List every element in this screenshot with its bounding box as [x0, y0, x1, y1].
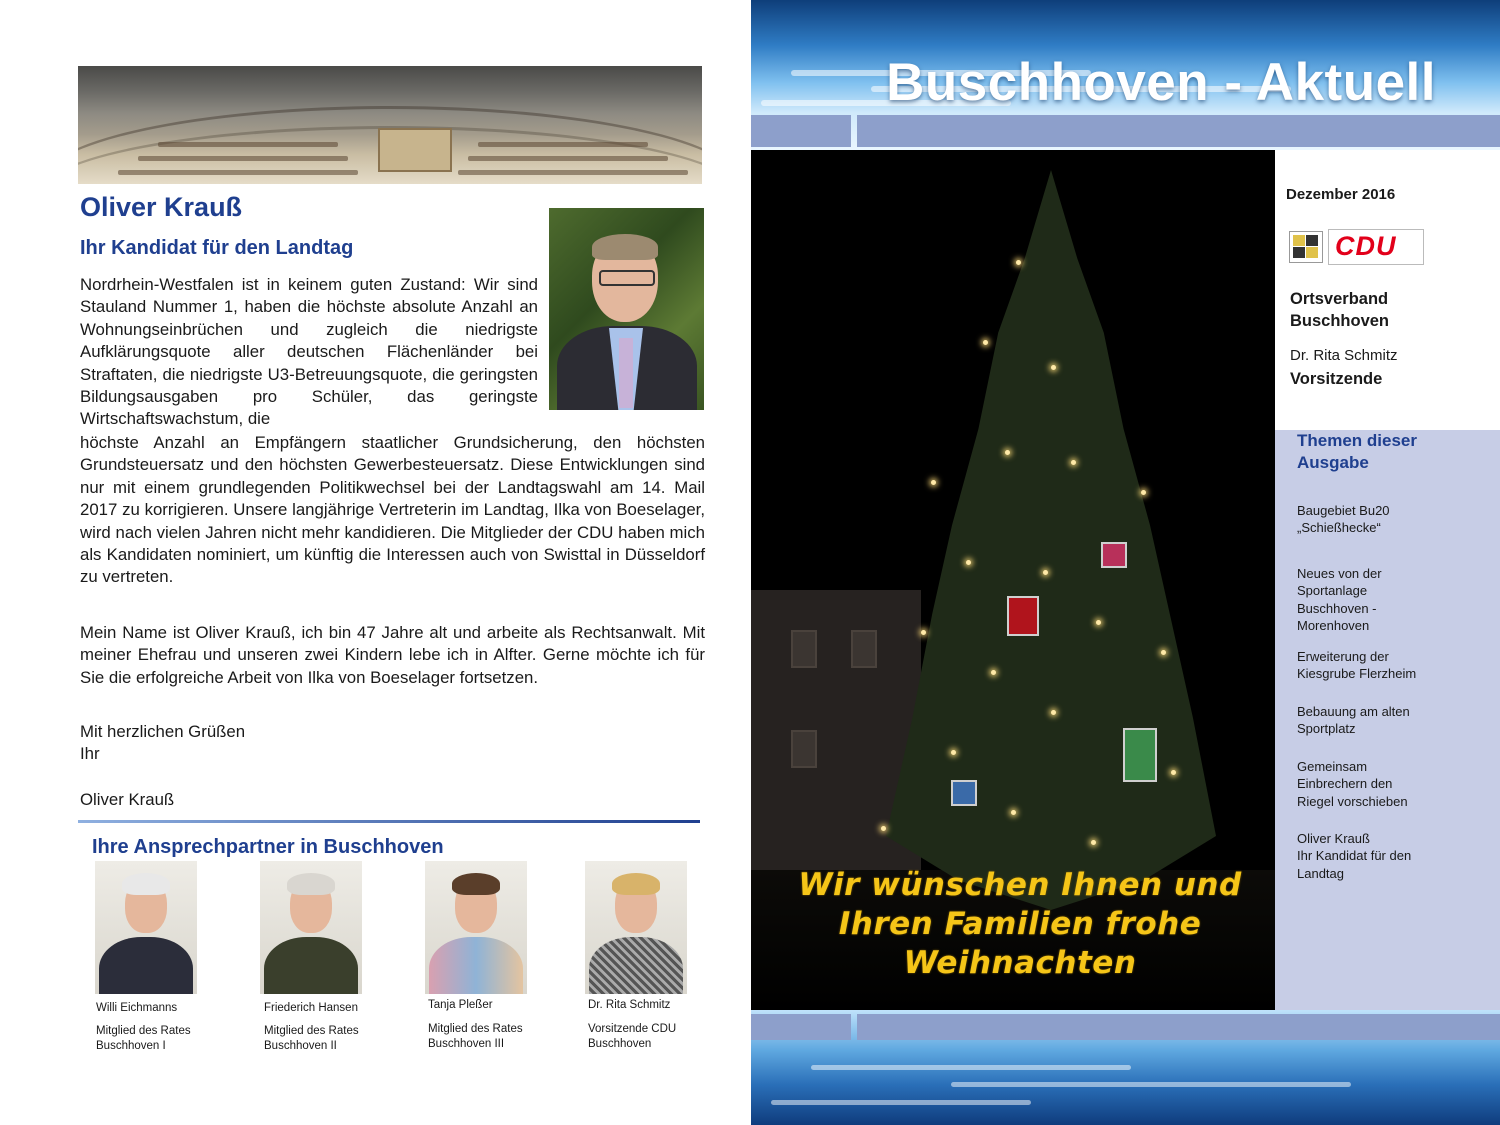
topic-line: Gemeinsam — [1297, 759, 1368, 774]
themes-heading-line-1: Themen dieser — [1297, 431, 1417, 450]
topic-line: Einbrechern den — [1297, 776, 1393, 792]
closing-ihr: Ihr — [80, 744, 100, 763]
topic-line: „Schießhecke“ — [1297, 520, 1381, 536]
cdu-logo-text: CDU — [1335, 231, 1397, 261]
issue-date: Dezember 2016 — [1286, 186, 1396, 203]
chair-role: Vorsitzende — [1290, 370, 1383, 388]
section-divider — [78, 820, 700, 823]
signature: Oliver Krauß — [80, 790, 175, 809]
contact-role: Mitglied des Rates — [96, 1025, 191, 1037]
chair-name: Dr. Rita Schmitz — [1290, 347, 1398, 364]
topic-line: Neues von der — [1297, 566, 1382, 581]
topic-line: Morenhoven — [1297, 618, 1370, 634]
topic-item — [1297, 758, 1487, 810]
intro-paragraph-continued: höchste Anzahl an Empfängern staatlicher Grundsicherung, den höchsten Grundsteuersatz und den höchsten Gewerbesteuersatz. Diese Entwicklungen sind nur mit einem grundlegenden Politikwechsel bei der Landtagswahl am 14. Mail 2017 zu korrigieren. Unsere langjährige Vertreterin im Landtag, Ilka von Boeselager, wird nach vielen Jahren nicht mehr kandidieren. Die Mitglieder der CDU haben mich als Kandidaten nominiert, um künftig die Interessen auch von Swisttal in Düsseldorf zu vertreten. — [80, 433, 705, 587]
topic-line: Sportplatz — [1297, 721, 1356, 737]
themes-heading-line-2: Ausgabe — [1297, 453, 1369, 472]
contact-photo-schmitz — [585, 861, 687, 994]
contact-role: Mitglied des Rates — [428, 1023, 523, 1035]
topic-line: Landtag — [1297, 865, 1344, 881]
christmas-greeting — [780, 866, 1260, 983]
greeting-line-3: Weihnachten — [903, 945, 1137, 981]
topic-line: Baugebiet Bu20 — [1297, 503, 1390, 518]
topic-item — [1297, 565, 1487, 635]
topic-item — [1297, 703, 1487, 738]
topic-line: Erweiterung der — [1297, 649, 1389, 664]
footer-banner — [751, 1010, 1500, 1125]
ortsverband-label: Ortsverband — [1290, 290, 1389, 308]
plenary-hall-photo — [78, 66, 702, 184]
contact-name: Dr. Rita Schmitz — [588, 999, 671, 1011]
contact-photo-eichmanns — [95, 861, 197, 994]
newsletter-title: Buschhoven - Aktuell — [886, 53, 1436, 112]
candidate-portrait — [549, 208, 704, 410]
contact-role: Vorsitzende CDU — [588, 1023, 677, 1035]
candidate-subtitle: Ihr Kandidat für den Landtag — [80, 237, 354, 259]
topic-line: Riegel vorschieben — [1297, 793, 1408, 809]
topic-line: Kiesgrube Flerzheim — [1297, 666, 1417, 682]
contact-name: Friederich Hansen — [264, 1002, 358, 1014]
topic-line: Buschhoven - — [1297, 600, 1377, 616]
topic-line: Ihr Kandidat für den — [1297, 848, 1412, 864]
contacts-heading: Ihre Ansprechpartner in Buschhoven — [92, 836, 444, 858]
themes-heading — [1297, 430, 1487, 474]
topic-line: Sportanlage — [1297, 583, 1368, 599]
intro-paragraph-wrapped: Nordrhein-Westfalen ist in keinem guten Zustand: Wir sind Stauland Nummer 1, haben die höchste absolute Anzahl an Wohnungseinbrüchen und zugleich die niedrigste Aufklärungsquote aller deutschen Flächenländer bei Straftaten, die niedrigste U3-Betreuungsquote, die geringsten Bildungsausgaben pro Schüler, das geringste Wirtschaftswachstum, die — [80, 275, 538, 429]
contact-photo-plesser — [425, 861, 527, 994]
topic-item — [1297, 830, 1487, 882]
contact-role: Mitglied des Rates — [264, 1025, 359, 1037]
cdu-logo — [1328, 229, 1424, 265]
coat-of-arms-icon — [1289, 231, 1323, 263]
contact-role: Buschhoven — [588, 1038, 652, 1050]
topic-line: Bebauung am alten — [1297, 704, 1410, 719]
closing-greeting: Mit herzlichen Grüßen — [80, 722, 246, 741]
greeting-line-1: Wir wünschen Ihnen und — [798, 867, 1242, 903]
topic-item — [1297, 502, 1487, 537]
contact-name: Tanja Pleßer — [428, 999, 493, 1011]
candidate-name: Oliver Krauß — [80, 192, 243, 222]
contact-role: Buschhoven I — [96, 1040, 166, 1052]
contact-role: Buschhoven III — [428, 1038, 505, 1050]
about-paragraph: Mein Name ist Oliver Krauß, ich bin 47 Jahre alt und arbeite als Rechtsanwalt. Mit meiner Ehefrau und unseren zwei Kindern lebe ich in Alfter. Gerne möchte ich für Sie die erfolgreiche Arbeit von Ilka von Boeselager fortsetzen. — [80, 623, 705, 687]
contact-photo-hansen — [260, 861, 362, 994]
contact-role: Buschhoven II — [264, 1040, 337, 1052]
contact-name: Willi Eichmanns — [96, 1002, 178, 1014]
greeting-line-2: Ihren Familien frohe — [838, 906, 1202, 942]
topic-item — [1297, 648, 1487, 683]
topic-line: Oliver Krauß — [1297, 831, 1370, 846]
ortsverband-place: Buschhoven — [1290, 312, 1390, 330]
